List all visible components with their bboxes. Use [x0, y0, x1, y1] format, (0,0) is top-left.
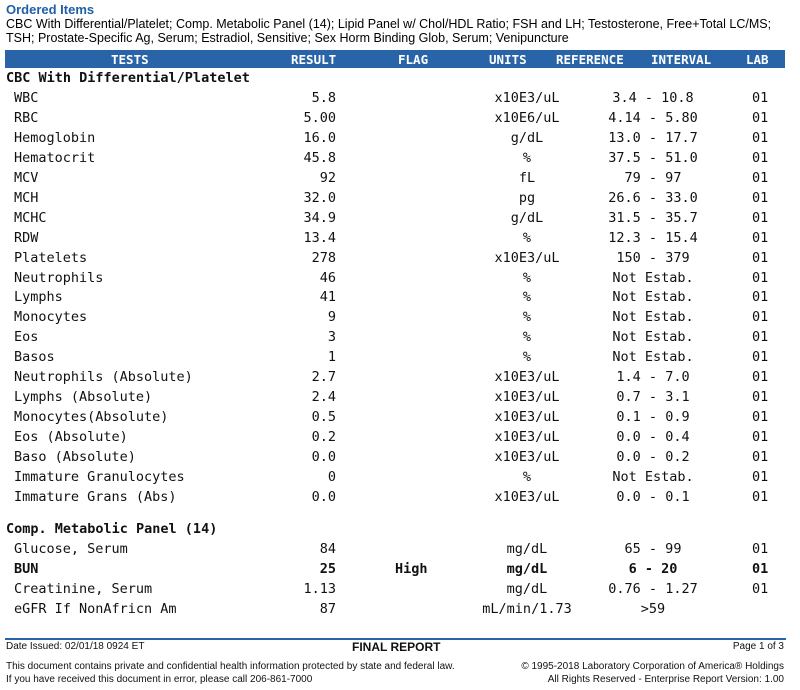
- reference-interval: 0.0 - 0.2: [616, 449, 690, 466]
- test-name: MCHC: [14, 209, 47, 226]
- table-row: [0, 329, 800, 349]
- reference-interval: Not Estab.: [612, 269, 694, 286]
- lab-code: 01: [752, 289, 769, 306]
- test-name: Neutrophils (Absolute): [14, 369, 193, 386]
- test-name: Neutrophils: [14, 269, 104, 286]
- ordered-items-list: CBC With Differential/Platelet; Comp. Metabolic Panel (14); Lipid Panel w/ Chol/HDL Ratio; FSH and LH; Testosterone, Free+Total LC/MS; TSH; Prostate-Specific Ag, Serum; Estradiol, Sensitive; Sex Horm Binding Glob, Serum; Venipuncture: [6, 17, 772, 45]
- reference-interval: 31.5 - 35.7: [608, 209, 698, 226]
- table-row: [0, 250, 800, 270]
- table-row: [0, 90, 800, 110]
- reference-interval: Not Estab.: [612, 469, 694, 485]
- test-name: Platelets: [14, 249, 88, 266]
- test-result: 0.0: [311, 488, 336, 505]
- test-units: x10E3/uL: [494, 488, 560, 505]
- table-row: [0, 110, 800, 130]
- test-name: Glucose, Serum: [14, 540, 128, 557]
- reference-interval: 26.6 - 33.0: [608, 189, 698, 206]
- test-name: eGFR If NonAfricn Am: [14, 600, 177, 617]
- reference-interval: 6 - 20: [628, 560, 678, 577]
- header-flag: FLAG: [398, 52, 429, 67]
- reference-interval: 0.76 - 1.27: [608, 580, 698, 597]
- section-title: Comp. Metabolic Panel (14): [6, 520, 218, 537]
- test-name: Lymphs (Absolute): [14, 389, 153, 406]
- test-units: mg/dL: [506, 540, 548, 557]
- test-units: x10E3/uL: [494, 389, 560, 406]
- privacy-notice-line2: If you have received this document in error, please call 206-861-7000: [6, 674, 313, 685]
- test-result: 278: [311, 249, 336, 266]
- test-units: x10E3/uL: [494, 449, 560, 466]
- test-result: 46: [319, 269, 336, 286]
- test-result: 2.4: [311, 389, 336, 406]
- test-units: x10E3/uL: [494, 369, 560, 386]
- lab-code: 01: [752, 169, 769, 186]
- reference-interval: 4.14 - 5.80: [608, 109, 698, 126]
- test-result: 0.0: [311, 449, 336, 466]
- reference-interval: 0.1 - 0.9: [616, 409, 690, 426]
- ordered-items-title: Ordered Items: [6, 2, 95, 17]
- lab-code: 01: [752, 209, 769, 226]
- test-units: %: [522, 329, 532, 346]
- table-row: [0, 210, 800, 230]
- reference-interval: 37.5 - 51.0: [608, 149, 698, 166]
- reference-interval: 0.7 - 3.1: [616, 389, 690, 406]
- test-units: %: [522, 309, 532, 326]
- test-result: 2.7: [311, 369, 336, 386]
- header-units: UNITS: [489, 52, 527, 67]
- lab-code: 01: [752, 429, 769, 446]
- test-name: Monocytes(Absolute): [14, 409, 169, 426]
- test-flag: High: [395, 560, 428, 577]
- test-result: 41: [319, 289, 336, 306]
- reference-interval: >59: [640, 600, 666, 617]
- test-name: Immature Granulocytes: [14, 469, 185, 485]
- test-units: g/dL: [510, 129, 544, 146]
- test-units: mL/min/1.73: [482, 600, 572, 617]
- lab-code: 01: [752, 309, 769, 326]
- test-units: x10E3/uL: [494, 89, 560, 106]
- lab-code: 01: [752, 229, 769, 246]
- test-name: Basos: [14, 349, 55, 366]
- test-units: %: [522, 349, 532, 366]
- test-result: 3: [327, 329, 336, 346]
- test-units: x10E3/uL: [494, 249, 560, 266]
- table-row: [0, 429, 800, 449]
- reference-interval: Not Estab.: [612, 289, 694, 306]
- reference-interval: 3.4 - 10.8: [612, 89, 694, 106]
- header-result: RESULT: [291, 52, 337, 67]
- table-row: [0, 270, 800, 290]
- date-issued: Date Issued: 02/01/18 0924 ET: [6, 641, 145, 652]
- table-row: [0, 230, 800, 250]
- privacy-notice-line1: This document contains private and confidential health information protected by state and federal law.: [6, 661, 455, 672]
- test-name: Monocytes: [14, 309, 88, 326]
- lab-code: 01: [752, 129, 769, 146]
- table-row: [0, 309, 800, 329]
- test-units: mg/dL: [506, 560, 548, 577]
- test-name: WBC: [14, 89, 39, 106]
- table-row: [0, 541, 800, 561]
- test-name: MCH: [14, 189, 39, 206]
- table-row: [0, 190, 800, 210]
- test-result: 13.4: [303, 229, 336, 246]
- table-row: [0, 581, 800, 601]
- reference-interval: Not Estab.: [612, 309, 694, 326]
- table-row: [0, 601, 800, 621]
- test-units: %: [522, 149, 532, 166]
- header-reference: REFERENCE: [556, 52, 624, 67]
- lab-code: 01: [752, 269, 769, 286]
- test-name: RBC: [14, 109, 39, 126]
- header-tests: TESTS: [111, 52, 149, 67]
- reference-interval: Not Estab.: [612, 329, 694, 346]
- copyright-line1: © 1995-2018 Laboratory Corporation of America® Holdings: [521, 661, 784, 672]
- test-units: x10E3/uL: [494, 429, 560, 446]
- test-units: x10E6/uL: [494, 109, 560, 126]
- test-name: Baso (Absolute): [14, 449, 136, 466]
- table-row: [0, 409, 800, 429]
- test-result: 16.0: [303, 129, 336, 146]
- test-result: 32.0: [303, 189, 336, 206]
- lab-code: 01: [752, 389, 769, 406]
- lab-code: 01: [752, 369, 769, 386]
- test-name: Lymphs: [14, 289, 63, 306]
- test-name: Hemoglobin: [14, 129, 96, 146]
- test-name: Immature Grans (Abs): [14, 488, 177, 505]
- lab-code: 01: [752, 580, 769, 597]
- test-units: fL: [518, 169, 536, 186]
- test-name: RDW: [14, 229, 39, 246]
- test-units: %: [522, 229, 532, 246]
- lab-code: 01: [752, 109, 769, 126]
- reference-interval: 65 - 99: [624, 540, 682, 557]
- lab-code: 01: [752, 409, 769, 426]
- test-name: Hematocrit: [14, 149, 96, 166]
- results-table-header: [5, 50, 785, 68]
- table-row: [0, 449, 800, 469]
- test-result: 25: [319, 560, 336, 577]
- lab-code: 01: [752, 469, 769, 485]
- reference-interval: 150 - 379: [616, 249, 690, 266]
- header-interval: INTERVAL: [651, 52, 712, 67]
- test-name: Eos (Absolute): [14, 429, 128, 446]
- table-row: [0, 489, 800, 509]
- lab-code: 01: [752, 89, 769, 106]
- test-result: 84: [319, 540, 336, 557]
- lab-code: 01: [752, 449, 769, 466]
- test-units: %: [522, 269, 532, 286]
- lab-code: 01: [752, 249, 769, 266]
- section-title: CBC With Differential/Platelet: [6, 70, 250, 86]
- test-units: %: [522, 289, 532, 306]
- test-units: %: [522, 469, 532, 485]
- test-units: pg: [518, 189, 536, 206]
- lab-code: 01: [752, 560, 769, 577]
- table-row: [0, 170, 800, 190]
- table-row: [0, 389, 800, 409]
- test-name: MCV: [14, 169, 39, 186]
- test-result: 0: [327, 469, 336, 485]
- table-row: [0, 349, 800, 369]
- lab-code: 01: [752, 349, 769, 366]
- table-row: [0, 289, 800, 309]
- test-result: 9: [327, 309, 336, 326]
- table-row: [0, 469, 800, 489]
- test-units: x10E3/uL: [494, 409, 560, 426]
- test-result: 0.2: [311, 429, 336, 446]
- reference-interval: 13.0 - 17.7: [608, 129, 698, 146]
- test-name: Creatinine, Serum: [14, 580, 153, 597]
- table-row: [0, 130, 800, 150]
- copyright-line2: All Rights Reserved - Enterprise Report Version: 1.00: [547, 674, 784, 685]
- test-result: 5.8: [311, 89, 336, 106]
- test-name: BUN: [14, 560, 39, 577]
- report-status: FINAL REPORT: [352, 640, 441, 654]
- test-units: g/dL: [510, 209, 544, 226]
- reference-interval: Not Estab.: [612, 349, 694, 366]
- lab-code: 01: [752, 488, 769, 505]
- lab-code: 01: [752, 540, 769, 557]
- table-row: [0, 369, 800, 389]
- lab-code: 01: [752, 149, 769, 166]
- lab-code: 01: [752, 189, 769, 206]
- table-row: [0, 150, 800, 170]
- test-result: 34.9: [303, 209, 336, 226]
- reference-interval: 12.3 - 15.4: [608, 229, 698, 246]
- test-result: 5.00: [303, 109, 336, 126]
- test-result: 87: [319, 600, 336, 617]
- test-result: 92: [319, 169, 336, 186]
- table-row: [0, 561, 800, 581]
- reference-interval: 0.0 - 0.1: [616, 488, 690, 505]
- page-number: Page 1 of 3: [732, 641, 784, 652]
- test-result: 1.13: [303, 580, 336, 597]
- test-name: Eos: [14, 329, 39, 346]
- test-result: 1: [327, 349, 336, 366]
- reference-interval: 1.4 - 7.0: [616, 369, 690, 386]
- reference-interval: 0.0 - 0.4: [616, 429, 690, 446]
- test-result: 45.8: [303, 149, 336, 166]
- header-lab: LAB: [746, 52, 769, 67]
- test-units: mg/dL: [506, 580, 548, 597]
- reference-interval: 79 - 97: [624, 169, 682, 186]
- lab-code: 01: [752, 329, 769, 346]
- test-result: 0.5: [311, 409, 336, 426]
